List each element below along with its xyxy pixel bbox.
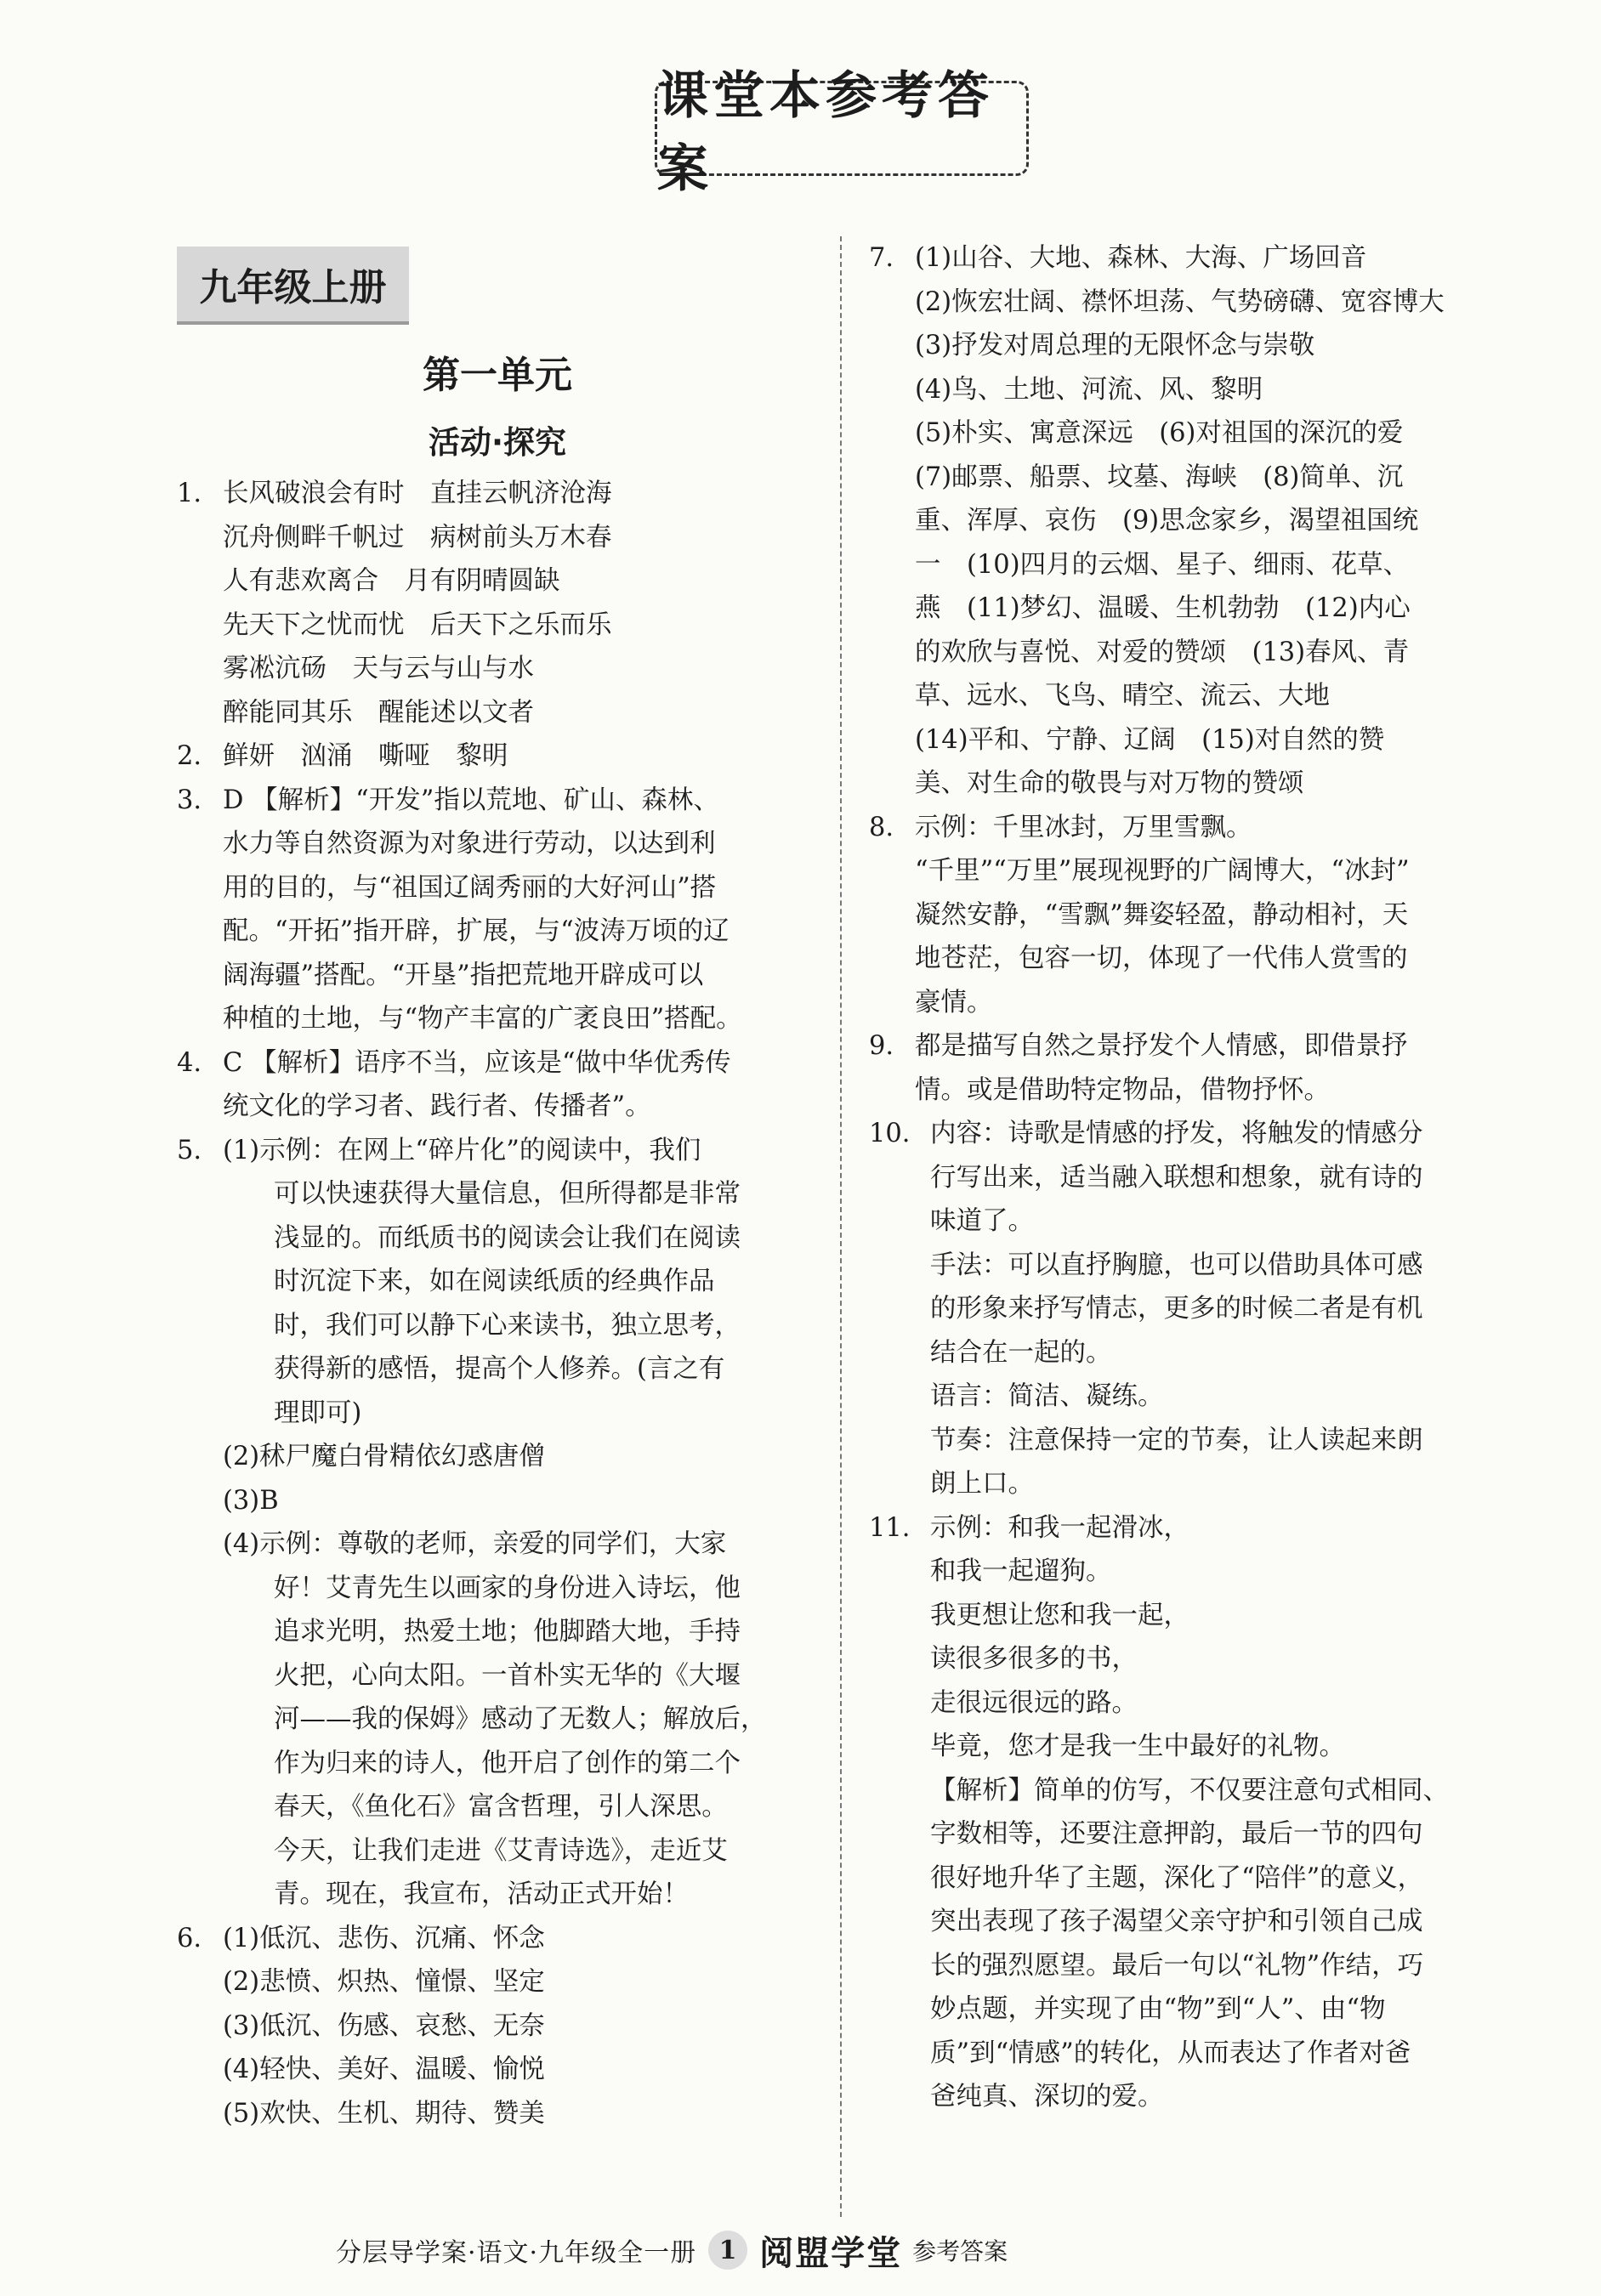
answer-line: 的形象来抒写情志，更多的时候二者是有机 xyxy=(930,1294,1423,1324)
page-number: 1 xyxy=(708,2231,747,2270)
answer-line: 配。“开拓”指开辟，扩展，与“波涛万顷的辽 xyxy=(223,916,730,946)
answer-line: 美、对生命的敬畏与对万物的赞颂 xyxy=(915,768,1304,798)
answer-line: 雾凇沆砀 天与云与山与水 xyxy=(223,654,534,683)
answer-line: 手法：可以直抒胸臆，也可以借助具体可感 xyxy=(930,1250,1423,1280)
answer-line: 先天下之忧而忧 后天下之乐而乐 xyxy=(223,609,612,640)
answer-line: 理即可) xyxy=(274,1397,362,1428)
answer-9 xyxy=(869,1024,1507,1112)
answer-line: (7)邮票、船票、坟墓、海峡 (8)简单、沉 xyxy=(915,462,1404,492)
answer-line: 重、浑厚、哀伤 (9)思念家乡，渴望祖国统 xyxy=(915,506,1419,536)
answer-line: 水力等自然资源为对象进行劳动，以达到利 xyxy=(223,829,716,859)
answer-7 xyxy=(869,236,1507,806)
answer-line: (3)低沉、伤感、哀愁、无奈 xyxy=(223,2010,545,2041)
answer-line: 长风破浪会有时 直挂云帆济沧海 xyxy=(223,479,612,508)
answer-2 xyxy=(177,734,823,779)
answer-line: 的欢欣与喜悦、对爱的赞颂 (13)春风、青 xyxy=(915,637,1410,667)
answer-line: 【解析】简单的仿写，不仅要注意句式相同、 xyxy=(930,1775,1449,1806)
footer-book-title: 分层导学案·语文·九年级全一册 xyxy=(336,2238,697,2268)
answer-line: 节奏：注意保持一定的节奏，让人读起来朗 xyxy=(930,1425,1423,1455)
answer-number: 7. xyxy=(869,243,894,273)
section-title: 活动·探究 xyxy=(428,424,567,461)
answer-line: 凝然安静，“雪飘”舞姿轻盈，静动相衬，天 xyxy=(915,899,1409,930)
left-column xyxy=(177,472,823,2135)
answer-line: (2)秫尸魔白骨精依幻惑唐僧 xyxy=(223,1442,545,1471)
answer-line: 走很远很远的路。 xyxy=(930,1687,1138,1718)
answer-line: 获得新的感悟，提高个人修养。(言之有 xyxy=(274,1354,725,1384)
answer-line: D 【解析】“开发”指以荒地、矿山、森林、 xyxy=(223,785,719,815)
answer-line: 示例：千里冰封，万里雪飘。 xyxy=(915,812,1252,842)
answer-line: 统文化的学习者、践行者、传播者”。 xyxy=(223,1091,651,1121)
answer-number: 2. xyxy=(177,741,202,771)
answer-line: 结合在一起的。 xyxy=(930,1337,1112,1368)
answer-line: 人有悲欢离合 月有阴晴圆缺 xyxy=(223,566,560,596)
answer-line: 长的强烈愿望。最后一句以“礼物”作结，巧 xyxy=(930,1950,1424,1981)
answer-line: 作为归来的诗人，他开启了创作的第二个 xyxy=(274,1748,741,1778)
answer-line: 地苍茫，包容一切，体现了一代伟人赏雪的 xyxy=(915,944,1408,973)
answer-line: 青。现在，我宣布，活动正式开始！ xyxy=(274,1879,689,1909)
answer-line: 语言：简洁、凝练。 xyxy=(930,1381,1164,1411)
answer-line: C 【解析】语序不当，应该是“做中华优秀传 xyxy=(223,1047,731,1078)
answer-line: 河——我的保姆》感动了无数人；解放后， xyxy=(274,1704,767,1734)
answer-4 xyxy=(177,1041,823,1129)
answer-line: (5)欢快、生机、期待、赞美 xyxy=(223,2098,545,2129)
answer-line: 一 (10)四月的云烟、星子、细雨、花草、 xyxy=(915,549,1410,580)
grade-label: 九年级上册 xyxy=(177,247,409,325)
answer-line: (1)低沉、悲伤、沉痛、怀念 xyxy=(223,1923,545,1953)
answer-line: 味道了。 xyxy=(930,1206,1034,1236)
unit-title: 第一单元 xyxy=(423,354,572,397)
answer-line: 妙点题，并实现了由“物”到“人”、由“物 xyxy=(930,1994,1386,2024)
answer-line: 豪情。 xyxy=(915,987,993,1018)
answer-line: 今天，让我们走进《艾青诗选》，走近艾 xyxy=(274,1835,728,1866)
answer-number: 6. xyxy=(177,1923,202,1953)
answer-line: (2)悲愤、炽热、憧憬、坚定 xyxy=(223,1967,545,1997)
answer-line: 追求光明，热爱土地；他脚踏大地，手持 xyxy=(274,1617,741,1647)
answer-line: 火把，心向太阳。一首朴实无华的《大堰 xyxy=(274,1660,741,1691)
answer-line: 时，我们可以静下心来读书，独立思考， xyxy=(274,1310,741,1341)
answer-line: 阔海疆”搭配。“开垦”指把荒地开辟成可以 xyxy=(223,960,704,990)
answer-line: 爸纯真、深切的爱。 xyxy=(930,2082,1164,2112)
answer-number: 4. xyxy=(177,1047,202,1078)
answer-line: (5)朴实、寓意深远 (6)对祖国的深沉的爱 xyxy=(915,418,1404,448)
brand-logo: 阅盟学堂 xyxy=(759,2233,903,2273)
page-footer xyxy=(336,2229,1271,2271)
answer-6 xyxy=(177,1917,823,2136)
answer-line: 用的目的，与“祖国辽阔秀丽的大好河山”搭 xyxy=(223,872,717,903)
answer-line: 好！艾青先生以画家的身份进入诗坛，他 xyxy=(274,1573,741,1603)
answer-line: “千里”“万里”展现视野的广阔博大，“冰封” xyxy=(915,856,1410,886)
answer-line: 种植的土地，与“物产丰富的广袤良田”搭配。 xyxy=(223,1004,742,1034)
answer-line: (1)山谷、大地、森林、大海、广场回音 xyxy=(915,243,1367,273)
answer-number: 1. xyxy=(177,479,202,508)
answer-line: 读很多很多的书， xyxy=(930,1644,1138,1674)
answer-line: (4)示例：尊敬的老师，亲爱的同学们，大家 xyxy=(223,1529,727,1559)
answer-line: (3)抒发对周总理的无限怀念与崇敬 xyxy=(915,331,1315,360)
answer-line: (1)示例：在网上“碎片化”的阅读中，我们 xyxy=(223,1135,701,1165)
answer-line: 醉能同其乐 醒能述以文者 xyxy=(223,697,534,728)
answer-number: 10. xyxy=(869,1119,911,1148)
answer-line: (4)鸟、土地、河流、风、黎明 xyxy=(915,374,1263,405)
right-column xyxy=(869,236,1507,2119)
answer-number: 3. xyxy=(177,785,202,815)
answer-line: 草、远水、飞鸟、晴空、流云、大地 xyxy=(915,681,1330,711)
column-divider xyxy=(840,236,842,2217)
answer-line: 和我一起遛狗。 xyxy=(930,1556,1112,1586)
answer-number: 5. xyxy=(177,1135,202,1165)
answer-1 xyxy=(177,472,823,734)
answer-line: 鲜妍 汹涌 嘶哑 黎明 xyxy=(223,741,508,771)
answer-line: 沉舟侧畔千帆过 病树前头万木春 xyxy=(223,522,612,553)
answer-line: 可以快速获得大量信息，但所得都是非常 xyxy=(274,1179,741,1209)
answer-line: 内容：诗歌是情感的抒发，将触发的情感分 xyxy=(930,1119,1423,1148)
answer-line: 突出表现了孩子渴望父亲守护和引领自己成 xyxy=(930,1907,1423,1936)
answer-10 xyxy=(869,1112,1507,1506)
answer-line: 都是描写自然之景抒发个人情感，即借景抒 xyxy=(915,1031,1408,1061)
answer-line: 示例：和我一起滑冰， xyxy=(930,1512,1189,1543)
answer-line: 很好地升华了主题，深化了“陪伴”的意义， xyxy=(930,1862,1424,1893)
answer-line: 我更想让您和我一起， xyxy=(930,1600,1189,1630)
footer-section-label: 参考答案 xyxy=(912,2237,1008,2265)
answer-line: (3)B xyxy=(223,1485,279,1516)
answer-line: 字数相等，还要注意押韵，最后一节的四句 xyxy=(930,1819,1423,1849)
answer-line: 毕竟，您才是我一生中最好的礼物。 xyxy=(930,1732,1345,1761)
answer-line: 质”到“情感”的转化，从而表达了作者对爸 xyxy=(930,2038,1411,2068)
answer-3 xyxy=(177,779,823,1041)
answer-line: 燕 (11)梦幻、温暖、生机勃勃 (12)内心 xyxy=(915,593,1411,623)
answer-line: 行写出来，适当融入联想和想象，就有诗的 xyxy=(930,1162,1423,1193)
answer-number: 8. xyxy=(869,812,894,842)
answer-line: (2)恢宏壮阔、襟怀坦荡、气势磅礴、宽容博大 xyxy=(915,286,1445,317)
answer-number: 9. xyxy=(869,1031,894,1061)
answer-line: (14)平和、宁静、辽阔 (15)对自然的赞 xyxy=(915,724,1385,755)
answer-8 xyxy=(869,806,1507,1025)
page-title: 课堂本参考答案 xyxy=(655,81,1029,176)
answer-11 xyxy=(869,1506,1507,2119)
answer-line: 时沉淀下来，如在阅读纸质的经典作品 xyxy=(274,1267,715,1296)
answer-line: 春天，《鱼化石》富含哲理，引人深思。 xyxy=(274,1792,728,1822)
answer-number: 11. xyxy=(869,1512,911,1543)
answer-5 xyxy=(177,1129,823,1917)
answer-line: 朗上口。 xyxy=(930,1469,1034,1499)
answer-line: 浅显的。而纸质书的阅读会让我们在阅读 xyxy=(274,1222,741,1253)
answer-line: (4)轻快、美好、温暖、愉悦 xyxy=(223,2055,545,2084)
answer-line: 情。或是借助特定物品，借物抒怀。 xyxy=(915,1074,1330,1105)
